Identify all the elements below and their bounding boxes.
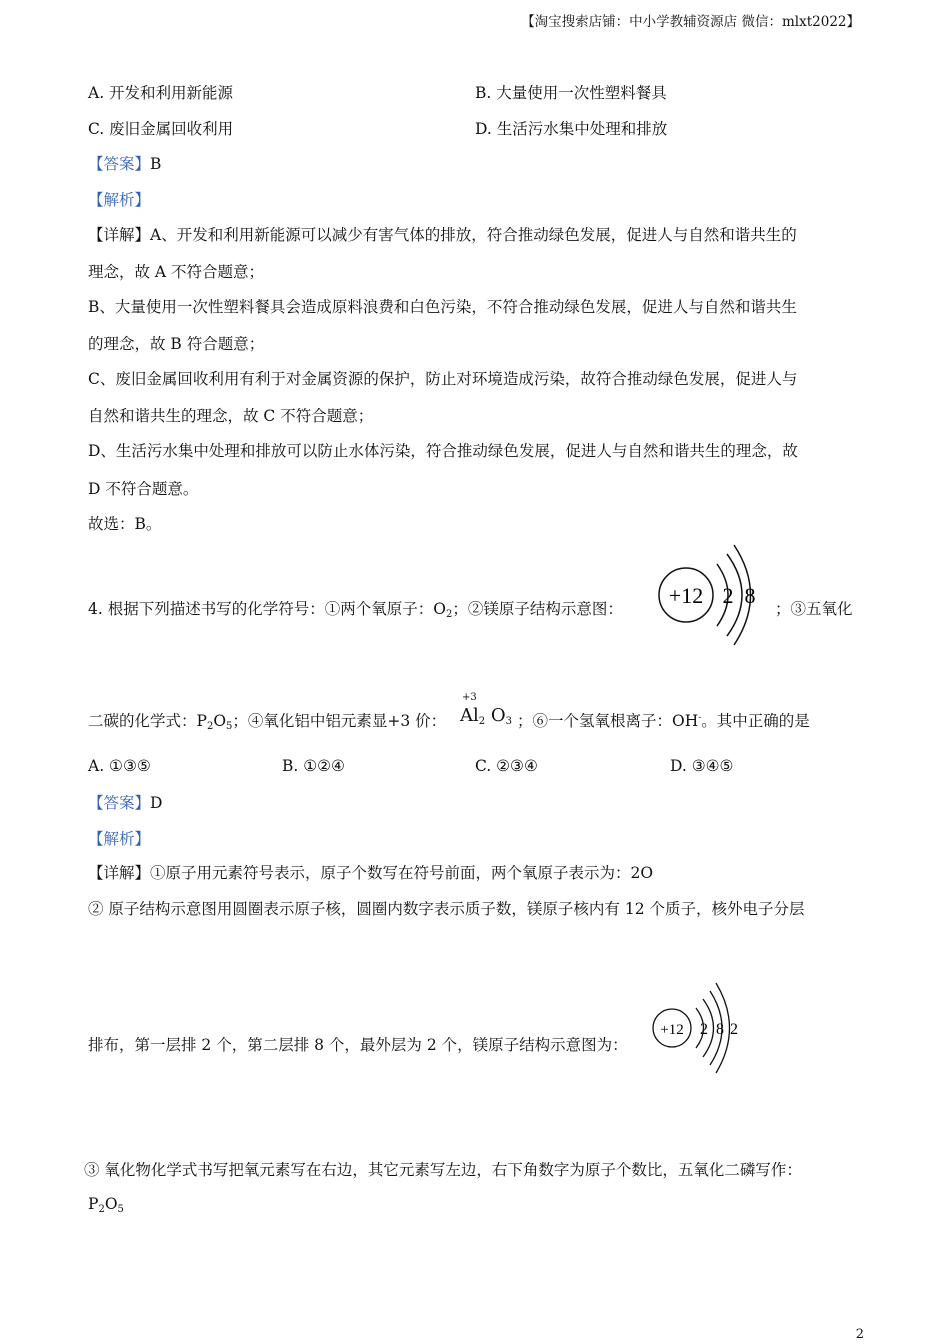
nucleus-charge: +12 <box>668 583 704 608</box>
al-symbol: Al <box>460 705 479 726</box>
shell-3-electrons: 2 <box>730 1021 738 1038</box>
formula-text: O <box>104 1195 118 1213</box>
subscript: 3 <box>505 716 513 727</box>
answer-tag: 【答案】 <box>88 155 151 173</box>
q3-analysis-tag: 【解析】 <box>88 191 151 209</box>
magnesium-atom-diagram-2 <box>650 980 745 1080</box>
shell-1-electrons: 2 <box>722 583 734 608</box>
q4-analysis-tag: 【解析】 <box>88 830 151 848</box>
subscript: 5 <box>226 721 233 732</box>
q3-detail-line-2: 理念，故 A 不符合题意； <box>88 263 265 281</box>
shell-2-electrons: 8 <box>744 583 756 608</box>
al-valence: +3 <box>462 692 477 703</box>
q3-detail-line-1 <box>88 223 797 245</box>
q4-option-c: C. ②③④ <box>475 757 538 775</box>
q4-detail-line-5 <box>88 1195 124 1215</box>
q3-conclusion: 故选：B。 <box>88 515 162 533</box>
q3-detail-line-4: 的理念，故 B 符合题意； <box>88 335 265 353</box>
detail-text: A、开发和利用新能源可以减少有害气体的排放，符合推动绿色发展，促进人与自然和谐共生的 <box>150 226 797 244</box>
detail-tag: 【详解】 <box>88 226 151 244</box>
answer-value: D <box>150 794 163 812</box>
q4-option-b: B. ①②④ <box>282 757 345 775</box>
stem-text: ；⑥一个氢氧根离子：OH <box>517 712 699 730</box>
stem-text: 。其中正确的是 <box>701 712 810 730</box>
formula-text: P <box>88 1195 99 1213</box>
stem-text: ；②镁原子结构示意图： <box>452 600 623 618</box>
nucleus-charge: +12 <box>660 1022 684 1038</box>
superscript: - <box>698 713 702 723</box>
stem-text: 二碳的化学式：P <box>88 712 207 730</box>
stem-text: ；④氧化铝中铝元素显+3 价： <box>232 712 447 730</box>
page-number: 2 <box>855 1327 864 1342</box>
q4-detail-line-1 <box>88 861 653 883</box>
q4-detail-line-3: 排布，第一层排 2 个，第二层排 8 个，最外层为 2 个，镁原子结构示意图为： <box>88 1036 628 1054</box>
q3-option-b: B. 大量使用一次性塑料餐具 <box>475 84 667 102</box>
q4-answer <box>88 791 162 813</box>
detail-tag: 【详解】 <box>88 864 151 882</box>
answer-value: B <box>150 155 162 173</box>
q3-detail-line-3: B、大量使用一次性塑料餐具会造成原料浪费和白色污染，不符合推动绿色发展，促进人与自然和谐共生 <box>88 298 797 316</box>
page-header: 【淘宝搜索店铺：中小学教辅资源店 微信：mlxt2022】 <box>521 14 860 30</box>
subscript: 2 <box>98 1204 105 1215</box>
q4-stem-line-1-end: ；③五氧化 <box>775 600 853 618</box>
q4-stem-line-2 <box>88 709 446 732</box>
q3-detail-line-8: D 不符合题意。 <box>88 480 199 498</box>
q3-detail-line-7: D、生活污水集中处理和排放可以防止水体污染，符合推动绿色发展，促进人与自然和谐共生的理念，故 <box>88 442 798 460</box>
q4-option-d: D. ③④⑤ <box>670 757 734 775</box>
q3-option-c: C. 废旧金属回收利用 <box>88 120 234 138</box>
q3-option-a: A. 开发和利用新能源 <box>88 84 234 102</box>
al2o3-formula <box>460 705 512 727</box>
subscript: 2 <box>206 721 214 732</box>
subscript: 2 <box>445 609 453 620</box>
q4-stem-line-1 <box>88 597 623 620</box>
q4-stem-line-2-end <box>517 709 810 731</box>
subscript: 2 <box>478 716 486 727</box>
q4-detail-line-2: ② 原子结构示意图用圆圈表示原子核，圆圈内数字表示质子数，镁原子核内有 12 个质子，核外电子分层 <box>88 900 805 918</box>
shell-2-electrons: 8 <box>716 1021 724 1038</box>
q3-detail-line-6: 自然和谐共生的理念，故 C 不符合题意； <box>88 407 374 425</box>
q4-detail-line-4: ③ 氧化物化学式书写把氧元素写在右边，其它元素写左边，右下角数字为原子个数比，五氧化二磷写作： <box>84 1161 802 1179</box>
stem-text: 4. 根据下列描述书写的化学符号：①两个氧原子：O <box>88 600 446 618</box>
q3-option-d: D. 生活污水集中处理和排放 <box>475 120 668 138</box>
q3-answer <box>88 152 161 174</box>
subscript: 5 <box>117 1204 124 1215</box>
stem-text: O <box>213 712 227 730</box>
magnesium-atom-diagram-1 <box>655 542 765 652</box>
answer-tag: 【答案】 <box>88 794 151 812</box>
o-symbol: O <box>490 705 506 726</box>
shell-1-electrons: 2 <box>700 1021 708 1038</box>
q3-detail-line-5: C、废旧金属回收利用有利于对金属资源的保护，防止对环境造成污染，故符合推动绿色发展，促进人与 <box>88 370 798 388</box>
detail-text: ①原子用元素符号表示，原子个数写在符号前面，两个氧原子表示为：2O <box>150 864 654 882</box>
q4-option-a: A. ①③⑤ <box>88 757 151 775</box>
